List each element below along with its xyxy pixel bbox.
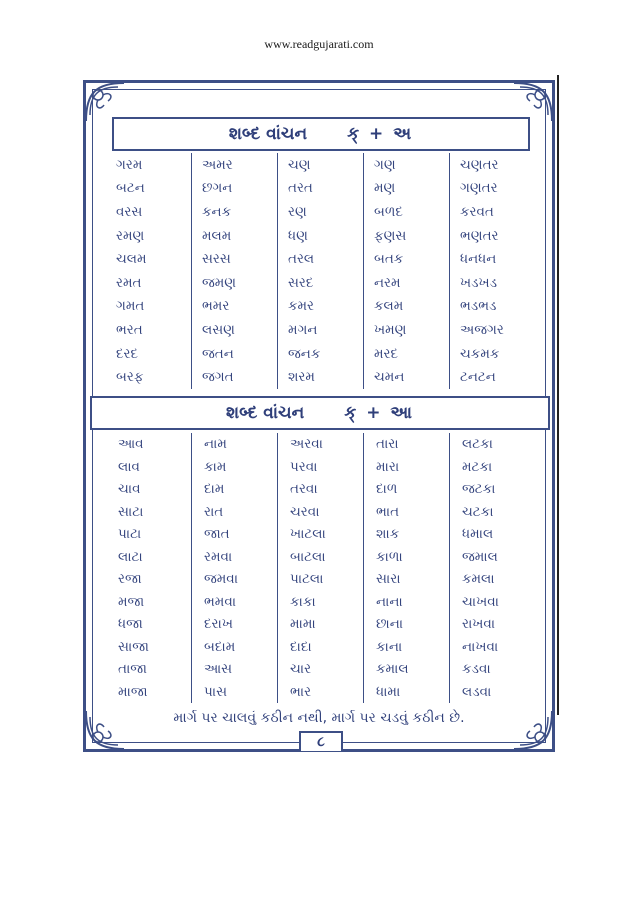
word-cell: ચાવ	[118, 481, 141, 498]
word-cell: ધામા	[376, 683, 401, 700]
word-cell: કાકા	[290, 593, 316, 610]
word-column	[450, 153, 536, 389]
word-cell: ચલમ	[116, 251, 147, 268]
word-column	[364, 153, 450, 389]
word-column	[192, 153, 278, 389]
word-cell: કમર	[288, 298, 315, 315]
word-cell: કાના	[376, 638, 403, 655]
word-cell: અરવા	[290, 436, 323, 453]
word-cell: પાસ	[204, 683, 228, 700]
word-cell: ભમર	[202, 298, 230, 315]
word-cell: સાજા	[118, 638, 149, 655]
section-title: શબ્દ વાંચન	[228, 124, 308, 144]
word-cell: ભણતર	[460, 227, 499, 244]
word-cell: કડવા	[462, 661, 491, 678]
word-cell: કામ	[204, 458, 227, 475]
word-cell: ચાર	[290, 661, 312, 678]
word-cell: લાવ	[118, 458, 140, 475]
word-cell: સરદ	[288, 274, 314, 291]
word-cell: તરવા	[290, 481, 318, 498]
word-cell: અમર	[202, 156, 233, 173]
word-cell: ચકમક	[460, 345, 500, 362]
word-cell: બટન	[116, 180, 145, 197]
word-cell: ભરત	[116, 321, 143, 338]
word-cell: ચટકા	[462, 503, 494, 520]
word-cell: કલમ	[374, 298, 404, 315]
word-cell: પાટલા	[290, 571, 324, 588]
word-cell: ખાટલા	[290, 526, 326, 543]
word-column	[106, 153, 192, 389]
word-cell: બાટલા	[290, 548, 326, 565]
word-cell: જમણ	[202, 274, 237, 291]
page-frame	[83, 80, 555, 752]
word-cell: છાના	[376, 616, 404, 633]
word-cell: જટકા	[462, 481, 496, 498]
word-cell: રણ	[288, 203, 307, 220]
word-cell: સરસ	[202, 251, 231, 268]
word-cell: કાળા	[376, 548, 403, 565]
word-cell: ખડખડ	[460, 274, 498, 291]
word-cell: મામા	[290, 616, 316, 633]
word-cell: મજા	[118, 593, 145, 610]
word-cell: માજા	[118, 683, 148, 700]
word-cell: પરવા	[290, 458, 318, 475]
word-cell: ધનધન	[460, 251, 497, 268]
word-cell: બદામ	[204, 638, 236, 655]
word-cell: નાના	[376, 593, 403, 610]
word-cell: મગન	[288, 321, 318, 338]
word-table-1	[106, 153, 536, 389]
word-cell: બરફ	[116, 369, 144, 386]
word-cell: વરસ	[116, 203, 143, 220]
word-cell: ગણતર	[460, 180, 498, 197]
word-cell: રજા	[118, 571, 142, 588]
word-cell: નાખવા	[462, 638, 499, 655]
word-cell: બળદ	[374, 203, 403, 220]
word-cell: ભડભડ	[460, 298, 497, 315]
word-column	[278, 433, 364, 703]
word-column	[192, 433, 278, 703]
word-cell: રમણ	[116, 227, 145, 244]
word-cell: ધમાલ	[462, 526, 494, 543]
word-cell: દામ	[204, 481, 225, 498]
word-column	[450, 433, 536, 703]
word-cell: મરદ	[374, 345, 399, 362]
word-cell: લટકા	[462, 436, 493, 453]
word-cell: લસણ	[202, 321, 235, 338]
word-column	[364, 433, 450, 703]
word-cell: ધણ	[288, 227, 308, 244]
word-cell: ચરવા	[290, 503, 320, 520]
word-cell: દરાખ	[204, 616, 233, 633]
word-cell: કમાલ	[376, 661, 409, 678]
word-cell: ભાત	[376, 503, 400, 520]
section-header-1	[112, 117, 530, 151]
word-cell: ધજા	[118, 616, 143, 633]
word-table-2	[106, 433, 536, 703]
word-cell: મટકા	[462, 458, 493, 475]
word-cell: જતન	[202, 345, 234, 362]
word-cell: કરવત	[460, 203, 494, 220]
section-formula: ક્ + અ	[347, 124, 414, 144]
word-cell: પાટા	[118, 526, 142, 543]
word-cell: જગત	[202, 369, 234, 386]
word-cell: ચણ	[288, 156, 311, 173]
word-cell: બતક	[374, 251, 404, 268]
word-cell: મલમ	[202, 227, 232, 244]
word-cell: તરલ	[288, 251, 315, 268]
word-cell: આવ	[118, 436, 144, 453]
word-column	[106, 433, 192, 703]
word-cell: લાટા	[118, 548, 143, 565]
word-cell: જનક	[288, 345, 321, 362]
word-cell: ખમણ	[374, 321, 407, 338]
word-cell: શાક	[376, 526, 400, 543]
word-cell: મારા	[376, 458, 400, 475]
word-cell: ગરમ	[116, 156, 143, 173]
word-cell: દાળ	[376, 481, 398, 498]
footer-proverb: માર્ગ પર ચાલવું કઠીન નથી, માર્ગ પર ચડવું કઠીન છે.	[173, 710, 465, 726]
word-column	[278, 153, 364, 389]
word-cell: કનક	[202, 203, 232, 220]
word-cell: કમલા	[462, 571, 495, 588]
word-cell: સારા	[376, 571, 401, 588]
section-title: શબ્દ વાંચન	[225, 403, 305, 423]
word-cell: ચણતર	[460, 156, 499, 173]
word-cell: ગમત	[116, 298, 145, 315]
word-cell: ચમન	[374, 369, 405, 386]
word-cell: દરદ	[116, 345, 139, 362]
word-cell: જમાલ	[462, 548, 498, 565]
word-cell: તારા	[376, 436, 399, 453]
word-cell: લડવા	[462, 683, 492, 700]
word-cell: ભમવા	[204, 593, 237, 610]
site-link[interactable]: www.readgujarati.com	[264, 37, 374, 51]
word-cell: નરમ	[374, 274, 401, 291]
section-header-2	[90, 396, 550, 430]
word-cell: તરત	[288, 180, 313, 197]
word-cell: રમવા	[204, 548, 233, 565]
word-cell: રમત	[116, 274, 142, 291]
word-cell: ભાર	[290, 683, 312, 700]
word-cell: ચાખવા	[462, 593, 499, 610]
word-cell: રાત	[204, 503, 224, 520]
word-cell: તાજા	[118, 661, 147, 678]
word-cell: શરમ	[288, 369, 315, 386]
word-cell: નામ	[204, 436, 227, 453]
word-cell: ફણસ	[374, 227, 407, 244]
word-cell: ગણ	[374, 156, 396, 173]
word-cell: છગન	[202, 180, 233, 197]
scan-edge-line	[557, 75, 559, 715]
word-cell: રાખવા	[462, 616, 496, 633]
word-cell: અજગર	[460, 321, 504, 338]
word-cell: આસ	[204, 661, 233, 678]
word-cell: જાત	[204, 526, 230, 543]
word-cell: સાટા	[118, 503, 144, 520]
section-formula: ક્ + આ	[344, 403, 415, 423]
word-cell: જમવા	[204, 571, 239, 588]
word-cell: દાદા	[290, 638, 312, 655]
word-cell: મણ	[374, 180, 396, 197]
word-cell: ટનટન	[460, 369, 496, 386]
page-number: ૮	[299, 731, 343, 751]
